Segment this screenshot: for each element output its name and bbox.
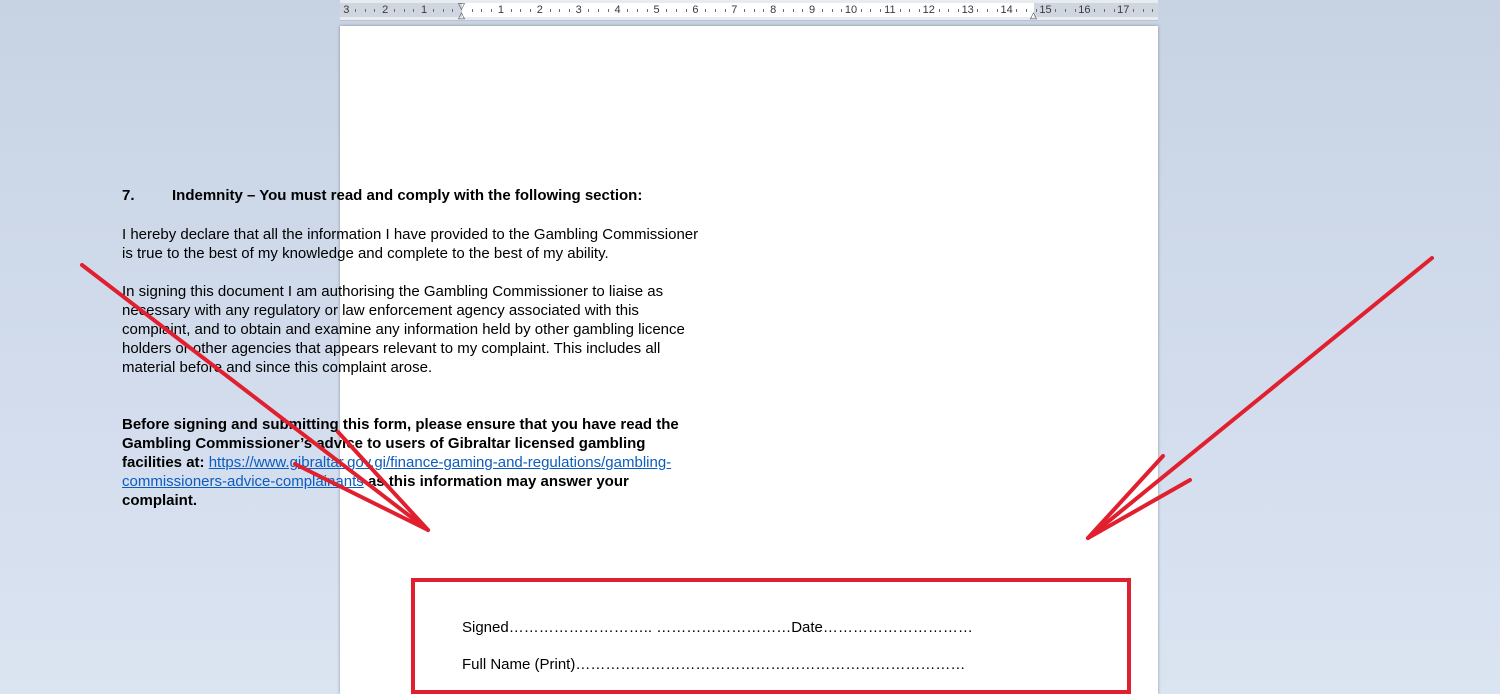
ruler-right-margin bbox=[1034, 3, 1158, 17]
ruler-tick bbox=[481, 9, 482, 12]
document-body bbox=[122, 186, 702, 529]
ruler-tick bbox=[676, 9, 677, 12]
ruler-tick bbox=[627, 9, 628, 12]
signature-highlight-box bbox=[411, 578, 1131, 694]
ruler-tick bbox=[666, 9, 667, 12]
ruler-label: 9 bbox=[809, 4, 816, 16]
ruler-tick bbox=[793, 9, 794, 12]
ruler-label: 6 bbox=[692, 4, 699, 16]
notice-text-before: Before signing and submitting this form, please ensure that you have read the Gambling Commissioner’s advice to users of Gibraltar licensed gambling facilities at: bbox=[122, 416, 679, 471]
ruler-tick bbox=[1133, 9, 1134, 12]
ruler-left-margin bbox=[340, 3, 462, 17]
ruler-label: 2 bbox=[536, 4, 543, 16]
ruler-tick bbox=[715, 9, 716, 12]
notice-text-after: as this information may answer your complaint. bbox=[122, 473, 629, 509]
ruler-tick bbox=[647, 9, 648, 12]
ruler-tick bbox=[939, 9, 940, 12]
full-name-line: Full Name (Print)…………………………………………………………………… bbox=[462, 656, 966, 673]
ruler-label: 1 bbox=[497, 4, 504, 16]
ruler-label: 12 bbox=[922, 4, 935, 16]
ruler-tick bbox=[1104, 9, 1105, 12]
ruler-tick bbox=[1152, 9, 1153, 12]
notice-paragraph bbox=[122, 415, 702, 510]
ruler-tick bbox=[1075, 9, 1076, 12]
ruler-tick bbox=[754, 9, 755, 12]
ruler-tick bbox=[900, 9, 901, 12]
ruler-label: 1 bbox=[421, 4, 428, 16]
ruler-tick bbox=[1026, 9, 1027, 12]
section-title: Indemnity – You must read and comply with the following section: bbox=[172, 187, 643, 204]
section-heading bbox=[122, 186, 702, 205]
ruler-tick bbox=[374, 9, 375, 12]
ruler-tick bbox=[608, 9, 609, 12]
ruler-tick bbox=[880, 9, 881, 12]
ruler-tick bbox=[394, 9, 395, 12]
ruler-tick bbox=[909, 9, 910, 12]
ruler-tick bbox=[705, 9, 706, 12]
ruler-tick bbox=[472, 9, 473, 12]
ruler-tick bbox=[763, 9, 764, 12]
ruler-label: 8 bbox=[770, 4, 777, 16]
signed-date-line: Signed……………………….. ………………………Date………………………… bbox=[462, 619, 973, 636]
ruler-tick bbox=[491, 9, 492, 12]
ruler-tick bbox=[530, 9, 531, 12]
ruler-tick bbox=[977, 9, 978, 12]
ruler-tick bbox=[987, 9, 988, 12]
ruler-tick bbox=[744, 9, 745, 12]
ruler-tick bbox=[637, 9, 638, 12]
ruler-tick bbox=[520, 9, 521, 12]
ruler-tick bbox=[861, 9, 862, 12]
ruler-label: 14 bbox=[1000, 4, 1013, 16]
ruler-tick bbox=[919, 9, 920, 12]
ruler-tick bbox=[822, 9, 823, 12]
ruler-tick bbox=[1143, 9, 1144, 12]
ruler-label: 11 bbox=[884, 4, 896, 16]
ruler-tick bbox=[598, 9, 599, 12]
ruler-tick bbox=[588, 9, 589, 12]
ruler-label: 5 bbox=[653, 4, 660, 16]
ruler-tick bbox=[948, 9, 949, 12]
first-line-indent-marker[interactable]: ▽ bbox=[458, 1, 465, 11]
ruler-tick bbox=[1016, 9, 1017, 12]
ruler-label: 16 bbox=[1078, 4, 1091, 16]
ruler-tick bbox=[433, 9, 434, 12]
right-indent-marker[interactable]: △ bbox=[1030, 10, 1037, 20]
ruler-tick bbox=[550, 9, 551, 12]
declaration-paragraph: I hereby declare that all the information I have provided to the Gambling Commissioner is true to the best of my knowledge and complete to the best of my ability. bbox=[122, 226, 699, 262]
ruler-tick bbox=[832, 9, 833, 12]
ruler-label: 7 bbox=[731, 4, 738, 16]
ruler-label: 15 bbox=[1039, 4, 1052, 16]
ruler-tick bbox=[841, 9, 842, 12]
ruler-tick bbox=[1055, 9, 1056, 12]
advice-link[interactable]: https://www.gibraltar.gov.gi/finance-gaming-and-regulations/gambling-commissioners-advice-complainants bbox=[122, 454, 672, 490]
ruler-tick bbox=[443, 9, 444, 12]
ruler-tick bbox=[958, 9, 959, 12]
ruler-tick bbox=[725, 9, 726, 12]
ruler-label: 3 bbox=[575, 4, 582, 16]
ruler-tick bbox=[1094, 9, 1095, 12]
ruler-tick bbox=[870, 9, 871, 12]
ruler-label: 17 bbox=[1117, 4, 1130, 16]
ruler-label: 13 bbox=[961, 4, 974, 16]
ruler-tick bbox=[452, 9, 453, 12]
ruler-tick bbox=[569, 9, 570, 12]
ruler-tick bbox=[783, 9, 784, 12]
ruler-tick bbox=[559, 9, 560, 12]
ruler-label: 10 bbox=[844, 4, 858, 16]
ruler-tick bbox=[355, 9, 356, 12]
ruler-tick bbox=[802, 9, 803, 12]
section-number: 7. bbox=[122, 187, 135, 204]
ruler-label: 3 bbox=[343, 4, 350, 16]
ruler-tick bbox=[413, 9, 414, 12]
ruler-label: 4 bbox=[614, 4, 621, 16]
authorisation-paragraph: In signing this document I am authorising the Gambling Commissioner to liaise as necessary with any regulatory or law enforcement agency associated with this complaint, and to obtain and examine any information held by other gambling licence holders or other agencies that appears relevant to my complaint. This includes all material before and since this complaint arose. bbox=[122, 283, 685, 376]
ruler-tick bbox=[511, 9, 512, 12]
ruler-tick bbox=[1114, 9, 1115, 12]
ruler-tick bbox=[1065, 9, 1066, 12]
horizontal-ruler[interactable] bbox=[340, 0, 1158, 21]
hanging-indent-marker[interactable]: △ bbox=[458, 10, 465, 20]
ruler-label: 2 bbox=[382, 4, 389, 16]
ruler-tick bbox=[365, 9, 366, 12]
ruler-tick bbox=[686, 9, 687, 12]
ruler-tick bbox=[997, 9, 998, 12]
ruler-tick bbox=[404, 9, 405, 12]
